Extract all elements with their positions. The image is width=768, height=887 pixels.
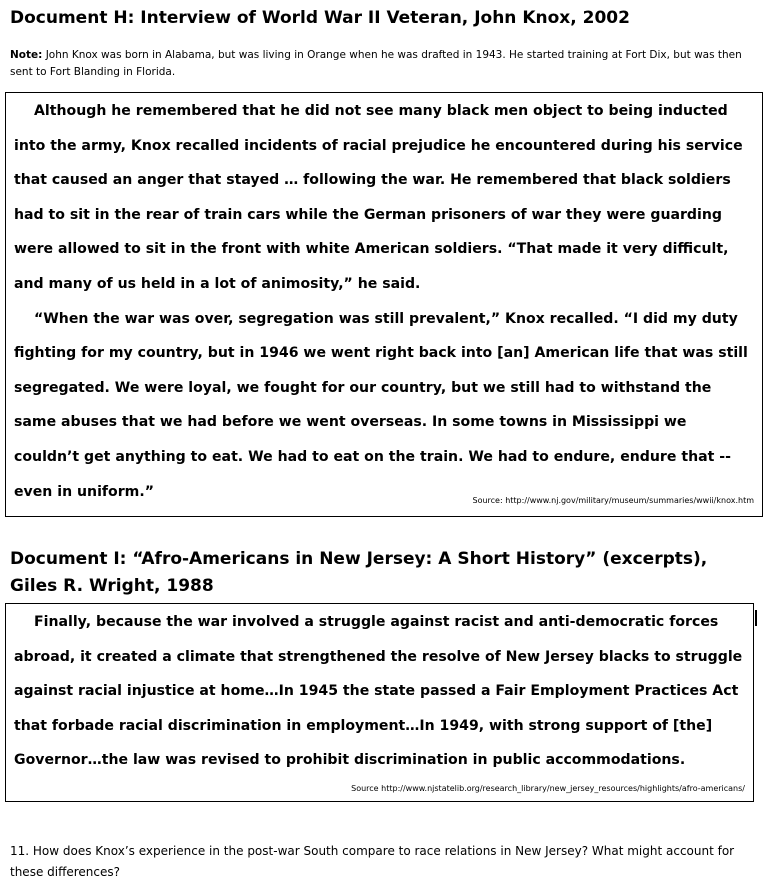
document-i-quote-box — [5, 603, 754, 802]
document-h-title: Document H: Interview of World War II Veteran, John Knox, 2002 — [10, 8, 630, 28]
document-i-title: Document I: “Afro-Americans in New Jersey: A Short History” (excerpts), Giles R. Wright, 1988 — [10, 549, 708, 596]
document-h-paragraph-1: Although he remembered that he did not see many black men object to being inducted into the army, Knox recalled incidents of racial prejudice he encountered during his service that caused an anger that stayed … following the war. He remembered that black soldiers had to sit in the rear of train cars while the German prisoners of war they were guarding were allowed to sit in the front with white American soldiers. “That made it very difficult, and many of us held in a lot of animosity,” he said. — [14, 103, 743, 292]
text-cursor — [755, 610, 757, 626]
note-text: John Knox was born in Alabama, but was living in Orange when he was drafted in 1943. He started training at Fort Dix, but was then sent to Fort Blanding in Florida. — [10, 49, 742, 78]
document-h-paragraph-2: “When the war was over, segregation was still prevalent,” Knox recalled. “I did my duty fighting for my country, but in 1946 we went right back into [an] American life that was still segregated. We were loyal, we fought for our country, but we still had to withstand the same abuses that we had before we went overseas. In some towns in Mississippi we couldn’t get anything to eat. We had to eat on the train. We had to endure, endure that -- even in uniform.” — [14, 310, 748, 500]
document-h-source: Source: http://www.nj.gov/military/museum/summaries/wwii/knox.htm — [472, 496, 754, 505]
document-h-note — [10, 47, 750, 81]
note-label: Note: — [10, 49, 43, 61]
document-h-quote-box — [5, 92, 763, 517]
document-i-paragraph: Finally, because the war involved a struggle against racist and anti-democratic forces abroad, it created a climate that strengthened the resolve of New Jersey blacks to struggle against racial injustice at home…In 1945 the state passed a Fair Employment Practices Act that forbade racial discrimination in employment…In 1949, with strong support of [the] Governor…the law was revised to prohibit discrimination in public accommodations. — [14, 614, 743, 769]
document-i-source: Source http://www.njstatelib.org/research_library/new_jersey_resources/highlights/afro-americans/ — [351, 784, 745, 793]
question-11: 11. How does Knox’s experience in the post-war South compare to race relations in New Jersey? What might account for these differences? — [10, 844, 735, 879]
